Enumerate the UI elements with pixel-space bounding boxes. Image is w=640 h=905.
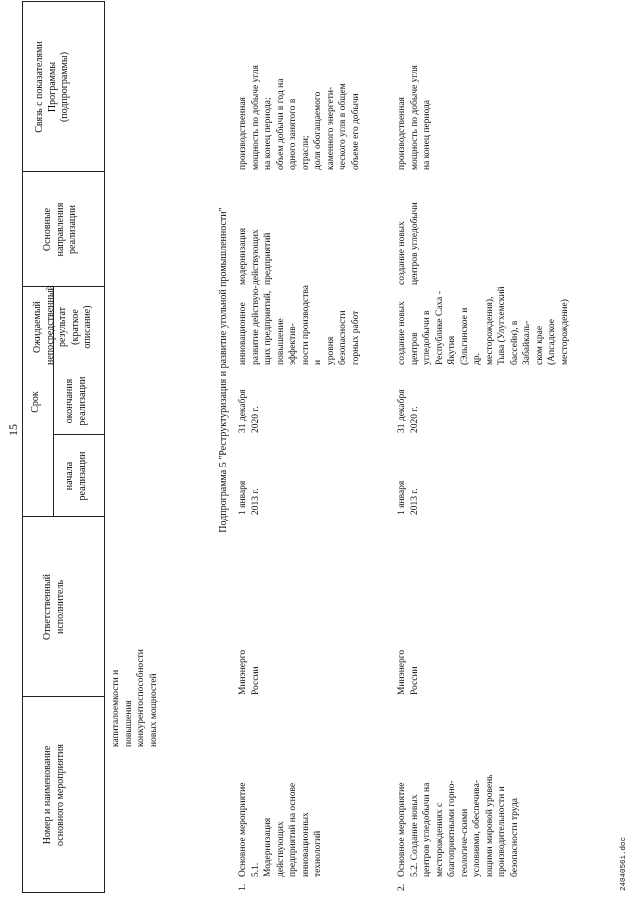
header-link: Связь с показателями Программы (подпрограммы) [34, 41, 70, 133]
col-divider-3 [53, 434, 104, 435]
col-divider-4 [22, 286, 104, 287]
row-1-directions: модернизация действующих предприятий [238, 228, 273, 285]
row-1-end: 31 декабря 2020 г. [238, 389, 261, 433]
row-2-number: 2. [397, 883, 407, 891]
table-left-border [22, 892, 104, 893]
col-divider-1 [22, 696, 104, 697]
table-right-border [22, 1, 104, 2]
header-result: Ожидаемый непосредственный результат (краткое описание) [32, 285, 93, 365]
row-2-end: 31 декабря 2020 г. [397, 389, 420, 433]
row-1-link: производственная мощность по добыче угля на конец периода; объем добычи в год на одного занятого в отрасли; доля обогащаемого каменного энергети- ческого угля в общем объеме его добычи [238, 65, 361, 170]
row-1-number: 1. [238, 883, 248, 891]
header-end: окончания реализации [64, 376, 88, 426]
row-2-start: 1 января 2013 г. [397, 480, 420, 515]
row-1-executor: Минэнерго России [238, 649, 261, 695]
row-2-executor: Минэнерго России [397, 649, 420, 695]
row-1-result: инновационное развитие действую- щих предприятий, повышение эффектив- ности производства и уровня безопасности горных работ [238, 285, 361, 365]
header-bottom-border [104, 1, 105, 893]
row-1-start: 1 января 2013 г. [238, 480, 261, 515]
header-start: начала реализации [64, 451, 88, 501]
row-2-directions: создание новых центров угледобычи [397, 202, 420, 285]
continuation-text: капиталоемкости и повышения конкурентоспособности новых мощностей [111, 649, 159, 747]
col-divider-2 [22, 516, 104, 517]
header-directions: Основные направления реализации [42, 202, 78, 257]
row-2-link: производственная мощность по добыче угля на конец периода [397, 65, 432, 170]
row-1-name: Основное мероприятие 5.1. Модернизация действующих предприятий на основе инновационных технологий [238, 782, 323, 877]
header-executor: Ответственный исполнитель [42, 574, 66, 640]
row-2-name: Основное мероприятие 5.2. Создание новых центров угледобычи на месторождениях с благоприятными горно- геологиче-скими условиями, обеспечива- ющими мировой уровень производительности и безопасности труда [397, 774, 520, 877]
header-srok: Срок [30, 391, 41, 413]
footer-file-code: 2404056i.doc [620, 836, 628, 891]
header-number-name: Номер и наименование основного мероприятия [42, 744, 66, 846]
table-top-border [22, 1, 23, 893]
row-2-result: создание новых центров угледобычи в Республике Саха - Якутия (Эльгинское и др. месторождения), Тыва (Улугхемский бассейн), в Забайкаль- ском крае (Апсадское месторождение) [397, 286, 570, 365]
col-divider-5 [22, 171, 104, 172]
page-number: 15 [6, 424, 20, 436]
section-title: Подпрограмма 5 "Реструктуризация и развитие угольной промышленности" [218, 207, 229, 533]
